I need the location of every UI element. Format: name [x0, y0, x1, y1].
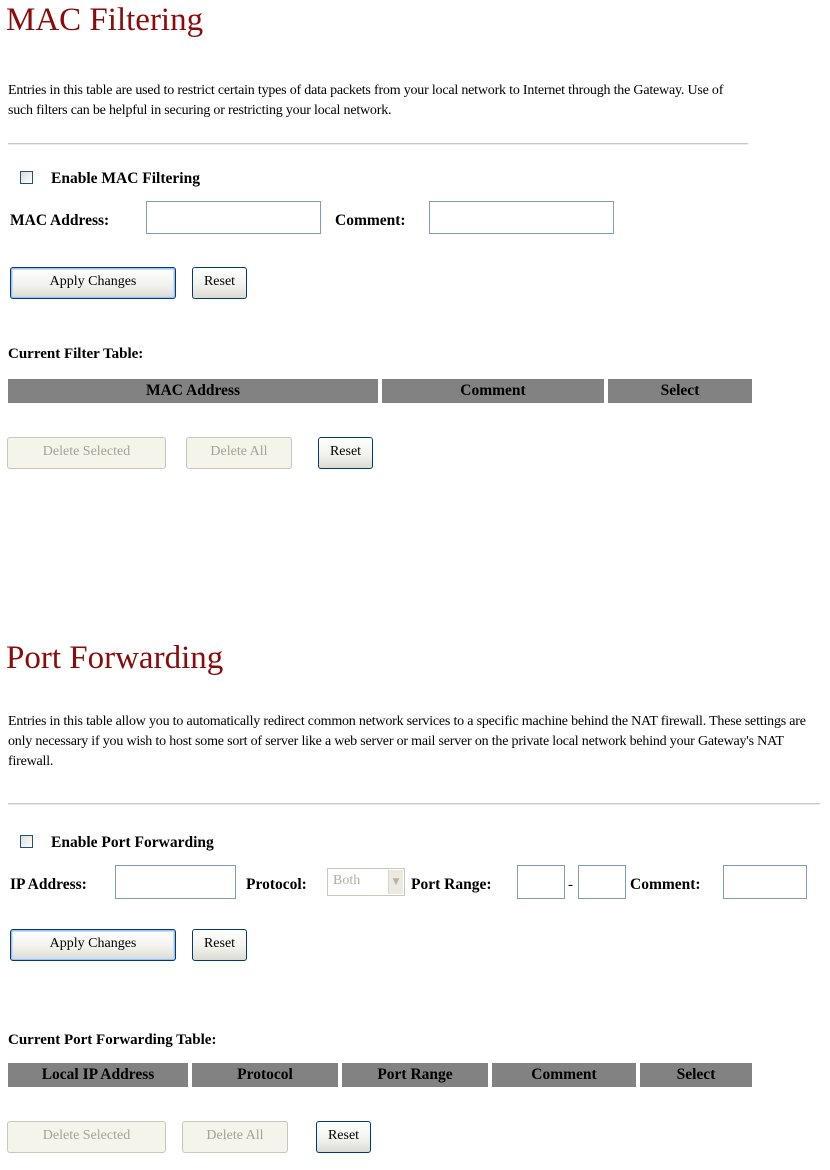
- mac-delete-selected-button[interactable]: Delete Selected: [7, 437, 166, 469]
- mac-address-label: MAC Address:: [10, 212, 110, 229]
- enable-port-forwarding-label: Enable Port Forwarding: [51, 834, 214, 851]
- mac-filtering-title: MAC Filtering: [6, 2, 204, 38]
- port-table-header-comment: Comment: [492, 1063, 640, 1087]
- mac-reset-button[interactable]: Reset: [192, 267, 247, 299]
- protocol-select-value: Both: [333, 873, 361, 888]
- mac-address-input[interactable]: [146, 201, 321, 234]
- port-range-separator: -: [568, 877, 573, 893]
- mac-table-reset-button[interactable]: Reset: [318, 437, 373, 469]
- mac-divider: [8, 143, 748, 145]
- enable-mac-filtering-label: Enable MAC Filtering: [51, 170, 200, 187]
- enable-mac-filtering-checkbox[interactable]: [20, 171, 33, 184]
- port-reset-button[interactable]: Reset: [192, 929, 247, 961]
- mac-table-header-select: Select: [608, 379, 752, 403]
- port-table-header-local-ip: Local IP Address: [8, 1063, 192, 1087]
- mac-delete-all-button[interactable]: Delete All: [186, 437, 292, 469]
- mac-filter-table-header: [8, 379, 752, 403]
- mac-table-header-mac-address: MAC Address: [8, 379, 382, 403]
- port-table-header-port-range: Port Range: [342, 1063, 492, 1087]
- port-delete-all-button[interactable]: Delete All: [182, 1121, 288, 1153]
- mac-apply-changes-button[interactable]: Apply Changes: [10, 267, 176, 299]
- port-range-label: Port Range:: [411, 876, 492, 893]
- port-table-header-protocol: Protocol: [192, 1063, 342, 1087]
- ip-address-label: IP Address:: [10, 876, 87, 893]
- port-forwarding-description: Entries in this table allow you to automatically redirect common network services to a specific machine behind the NAT firewall. These settings are only necessary if you wish to host some sort of server like a web server or mail server on the private local network behind your Gateway's NAT firewall.: [8, 714, 806, 769]
- port-range-to-input[interactable]: [578, 865, 626, 899]
- protocol-select[interactable]: [327, 868, 405, 896]
- port-comment-input[interactable]: [723, 865, 807, 899]
- mac-table-header-comment: Comment: [382, 379, 608, 403]
- port-table-header-select: Select: [640, 1063, 752, 1087]
- port-table-reset-button[interactable]: Reset: [316, 1121, 371, 1153]
- port-range-from-input[interactable]: [517, 865, 565, 899]
- port-delete-selected-button[interactable]: Delete Selected: [7, 1121, 166, 1153]
- ip-address-input[interactable]: [115, 865, 236, 899]
- mac-comment-label: Comment:: [335, 212, 406, 229]
- mac-filtering-description: Entries in this table are used to restrict certain types of data packets from your local network to Internet through the Gateway. Use of such filters can be helpful in securing or restricting your local network.: [8, 83, 724, 118]
- port-apply-changes-button[interactable]: Apply Changes: [10, 929, 176, 961]
- chevron-down-icon: ▼: [388, 870, 403, 894]
- port-comment-label: Comment:: [630, 876, 701, 893]
- mac-filter-table-title: Current Filter Table:: [8, 346, 144, 362]
- port-forwarding-table-title: Current Port Forwarding Table:: [8, 1032, 217, 1048]
- port-divider: [8, 803, 820, 805]
- enable-port-forwarding-checkbox[interactable]: [20, 835, 33, 848]
- mac-comment-input[interactable]: [429, 201, 614, 234]
- protocol-label: Protocol:: [246, 876, 307, 893]
- port-forwarding-title: Port Forwarding: [6, 640, 224, 676]
- port-forwarding-table-header: [8, 1063, 752, 1087]
